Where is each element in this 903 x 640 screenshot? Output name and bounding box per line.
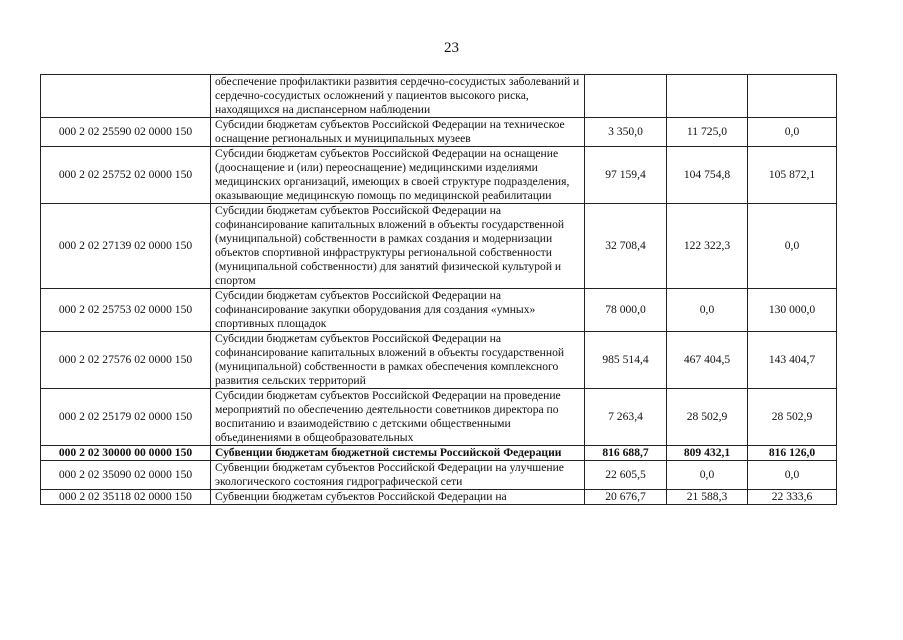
value-year3-cell: 816 126,0 <box>748 446 837 461</box>
table-row <box>41 204 837 289</box>
budget-name-cell: Субсидии бюджетам субъектов Российской Федерации на техническое оснащение региональных и муниципальных музеев <box>211 118 585 147</box>
value-year1-cell <box>585 75 667 118</box>
budget-name-cell: Субсидии бюджетам субъектов Российской Федерации на оснащение (дооснащение и (или) переоснащение) медицинскими изделиями медицинских организаций, имеющих в своей структуре подразделения, оказывающие медицинскую помощь по медицинской реабилитации <box>211 147 585 204</box>
value-year1-cell: 985 514,4 <box>585 332 667 389</box>
budget-name-cell: обеспечение профилактики развития сердечно-сосудистых заболеваний и сердечно-сосудистых осложнений у пациентов высокого риска, находящихся на диспансерном наблюдении <box>211 75 585 118</box>
budget-code-cell: 000 2 02 25590 02 0000 150 <box>41 118 211 147</box>
value-year3-cell: 0,0 <box>748 204 837 289</box>
value-year3-cell: 0,0 <box>748 461 837 490</box>
budget-name-cell: Субвенции бюджетам бюджетной системы Российской Федерации <box>211 446 585 461</box>
table-row <box>41 147 837 204</box>
budget-name-cell: Субвенции бюджетам субъектов Российской Федерации на <box>211 490 585 505</box>
value-year2-cell: 467 404,5 <box>667 332 748 389</box>
value-year3-cell: 105 872,1 <box>748 147 837 204</box>
value-year3-cell: 0,0 <box>748 118 837 147</box>
value-year2-cell <box>667 75 748 118</box>
value-year3-cell: 28 502,9 <box>748 389 837 446</box>
table-row <box>41 289 837 332</box>
value-year2-cell: 11 725,0 <box>667 118 748 147</box>
value-year2-cell: 0,0 <box>667 461 748 490</box>
value-year2-cell: 809 432,1 <box>667 446 748 461</box>
budget-code-cell: 000 2 02 27576 02 0000 150 <box>41 332 211 389</box>
value-year1-cell: 97 159,4 <box>585 147 667 204</box>
budget-code-cell: 000 2 02 35090 02 0000 150 <box>41 461 211 490</box>
budget-code-cell: 000 2 02 25753 02 0000 150 <box>41 289 211 332</box>
value-year3-cell: 130 000,0 <box>748 289 837 332</box>
value-year2-cell: 0,0 <box>667 289 748 332</box>
budget-name-cell: Субвенции бюджетам субъектов Российской Федерации на улучшение экологического состояния гидрографической сети <box>211 461 585 490</box>
budget-code-cell: 000 2 02 27139 02 0000 150 <box>41 204 211 289</box>
budget-name-cell: Субсидии бюджетам субъектов Российской Федерации на софинансирование капитальных вложений в объекты государственной (муниципальной) собственности в рамках создания и модернизации объектов спортивной инфраструктуры региональной собственности (муниципальной собственности) для занятий физической культурой и спортом <box>211 204 585 289</box>
value-year2-cell: 122 322,3 <box>667 204 748 289</box>
page-number: 23 <box>444 40 459 56</box>
table-row <box>41 75 837 118</box>
value-year1-cell: 20 676,7 <box>585 490 667 505</box>
budget-code-cell: 000 2 02 25752 02 0000 150 <box>41 147 211 204</box>
value-year3-cell: 22 333,6 <box>748 490 837 505</box>
table-row <box>41 490 837 505</box>
value-year2-cell: 104 754,8 <box>667 147 748 204</box>
value-year1-cell: 7 263,4 <box>585 389 667 446</box>
table-row <box>41 461 837 490</box>
budget-name-cell: Субсидии бюджетам субъектов Российской Федерации на софинансирование закупки оборудования для создания «умных» спортивных площадок <box>211 289 585 332</box>
budget-code-cell: 000 2 02 25179 02 0000 150 <box>41 389 211 446</box>
budget-code-cell: 000 2 02 35118 02 0000 150 <box>41 490 211 505</box>
table-row <box>41 118 837 147</box>
value-year1-cell: 32 708,4 <box>585 204 667 289</box>
budget-code-cell <box>41 75 211 118</box>
value-year1-cell: 816 688,7 <box>585 446 667 461</box>
value-year1-cell: 22 605,5 <box>585 461 667 490</box>
value-year1-cell: 78 000,0 <box>585 289 667 332</box>
table-row <box>41 332 837 389</box>
budget-name-cell: Субсидии бюджетам субъектов Российской Федерации на проведение мероприятий по обеспечению деятельности советников директора по воспитанию и взаимодействию с детскими общественными объединениями в общеобразовательных <box>211 389 585 446</box>
table-row-subtotal <box>41 446 837 461</box>
budget-name-cell: Субсидии бюджетам субъектов Российской Федерации на софинансирование капитальных вложений в объекты государственной (муниципальной) собственности в рамках обеспечения комплексного развития сельских территорий <box>211 332 585 389</box>
value-year2-cell: 28 502,9 <box>667 389 748 446</box>
value-year2-cell: 21 588,3 <box>667 490 748 505</box>
budget-table <box>40 74 837 505</box>
value-year1-cell: 3 350,0 <box>585 118 667 147</box>
budget-code-cell: 000 2 02 30000 00 0000 150 <box>41 446 211 461</box>
value-year3-cell: 143 404,7 <box>748 332 837 389</box>
value-year3-cell <box>748 75 837 118</box>
table-row <box>41 389 837 446</box>
